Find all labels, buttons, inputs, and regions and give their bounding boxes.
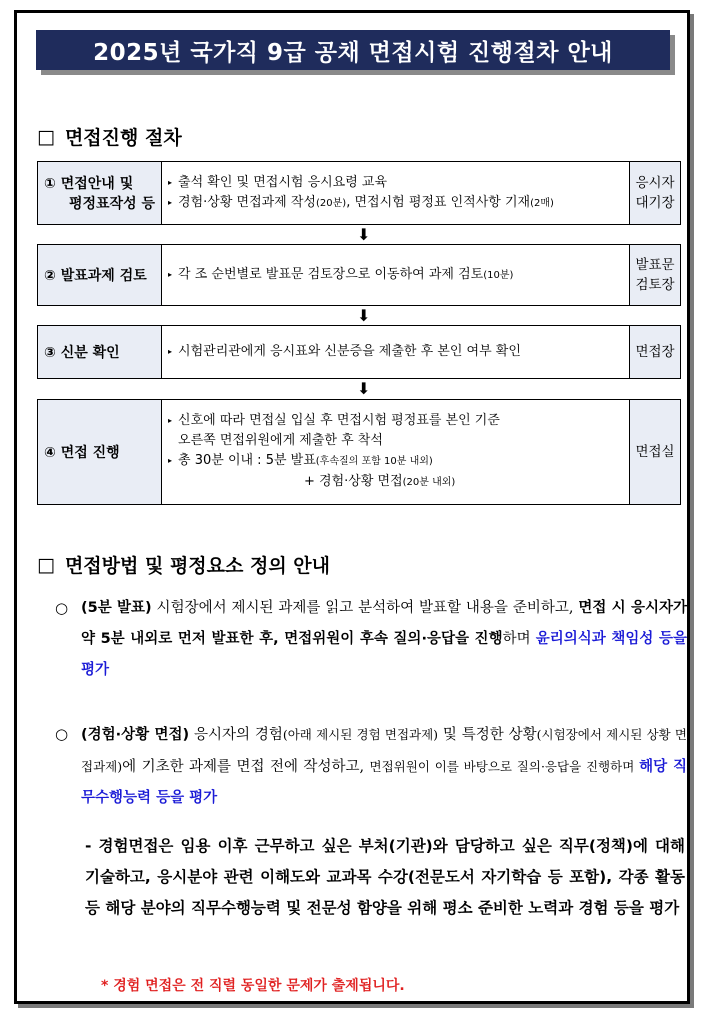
triangle-bullet-icon: ▸ — [168, 197, 173, 207]
step-1-label — [38, 162, 162, 224]
checkbox-square-icon: □ — [37, 553, 55, 576]
triangle-bullet-icon: ▸ — [168, 177, 173, 187]
section-heading-method — [37, 551, 330, 578]
step-4-body — [162, 400, 629, 504]
step-1-body — [162, 162, 629, 224]
step-3-place: 면접장 — [629, 326, 680, 378]
circle-bullet-icon: ○ — [55, 599, 69, 617]
checkbox-square-icon: □ — [37, 125, 55, 148]
note-text: * 경험 면접은 전 직렬 동일한 문제가 출제됩니다. — [101, 978, 405, 994]
page-frame — [14, 10, 690, 1004]
step-3-body — [162, 326, 629, 378]
step-2-line1: 각 조 순번별로 발표문 검토장으로 이동하여 과제 검토(10분) — [178, 266, 514, 282]
step-4-line2: 총 30분 이내 : 5분 발표(후속질의 포함 10분 내외) — [178, 453, 433, 468]
paragraph-experience-interview: - 경험면접은 임용 이후 근무하고 싶은 부처(기관)와 담당하고 싶은 직무(정책)에 대해 기술하고, 응시분야 관련 이해도와 교과목 수강(전문도서 자기학습 등 포함), 각종 활동 등 해당 분야의 직무수행능력 및 전문성 함양을 위해 평소 준비한 노력과 경험 등을 평가 — [85, 837, 685, 917]
step-1-line1: 출석 확인 및 면접시험 응시요령 교육 — [178, 174, 388, 190]
step-3-line1: 시험관리관에게 응시표와 신분증을 제출한 후 본인 여부 확인 — [178, 344, 521, 359]
step-4-label: ④ 면접 진행 — [38, 400, 162, 504]
step-1-row — [37, 161, 681, 225]
step-2-body — [162, 245, 629, 305]
paragraph-experience-situation: ○ (경험·상황 면접) 응시자의 경험(아래 제시된 경험 면접과제) 및 특정한 상황(시험장에서 제시된 상황 면접과제)에 기초한 과제를 면접 전에 작성하고, 면접위원이 이를 바탕으로 질의·응답을 진행하며 해당 직무수행능력 등을 평가 — [55, 719, 687, 814]
page-title: 2025년 국가직 9급 공채 면접시험 진행절차 안내 — [36, 30, 670, 70]
step-3-row — [37, 325, 681, 379]
paragraph-presentation: ○ (5분 발표) 시험장에서 제시된 과제를 읽고 분석하여 발표할 내용을 준비하고, 면접 시 응시자가 약 5분 내외로 먼저 발표한 후, 면접위원이 후속 질의·응답을 진행하며 윤리의식과 책임성 등을 평가 — [55, 593, 687, 686]
step-1-place: 응시자 대기장 — [629, 162, 680, 224]
step-2-row — [37, 244, 681, 306]
step-2-label: ② 발표과제 검토 — [38, 245, 162, 305]
step-4-line1: 신호에 따라 면접실 입실 후 면접시험 평정표를 본인 기준 오른쪽 면접위원에게 제출한 후 착석 — [178, 413, 500, 448]
down-arrow-icon: ⬇ — [357, 379, 371, 398]
triangle-bullet-icon: ▸ — [168, 416, 173, 425]
triangle-bullet-icon: ▸ — [168, 269, 173, 279]
section-heading-procedure — [37, 123, 182, 150]
step-2-place: 발표문 검토장 — [629, 245, 680, 305]
down-arrow-icon: ⬇ — [357, 306, 371, 325]
step-4-place: 면접실 — [629, 400, 680, 504]
step-1-label-line1: ① 면접안내 및 — [44, 176, 134, 192]
step-3-label: ③ 신분 확인 — [38, 326, 162, 378]
step-4-row — [37, 399, 681, 505]
triangle-bullet-icon: ▸ — [168, 456, 173, 465]
step-4-line3: + 경험·상황 면접(20분 내외) — [304, 474, 456, 489]
triangle-bullet-icon: ▸ — [168, 347, 173, 356]
section-heading-text: 면접진행 절차 — [64, 127, 182, 149]
section-heading-text: 면접방법 및 평정요소 정의 안내 — [64, 555, 331, 577]
circle-bullet-icon: ○ — [55, 725, 69, 743]
down-arrow-icon: ⬇ — [357, 225, 371, 244]
step-1-line2: 경험·상황 면접과제 작성(20분), 면접시험 평정표 인적사항 기재(2매) — [178, 194, 554, 210]
step-1-label-line2: 평정표작성 등 — [68, 196, 155, 212]
